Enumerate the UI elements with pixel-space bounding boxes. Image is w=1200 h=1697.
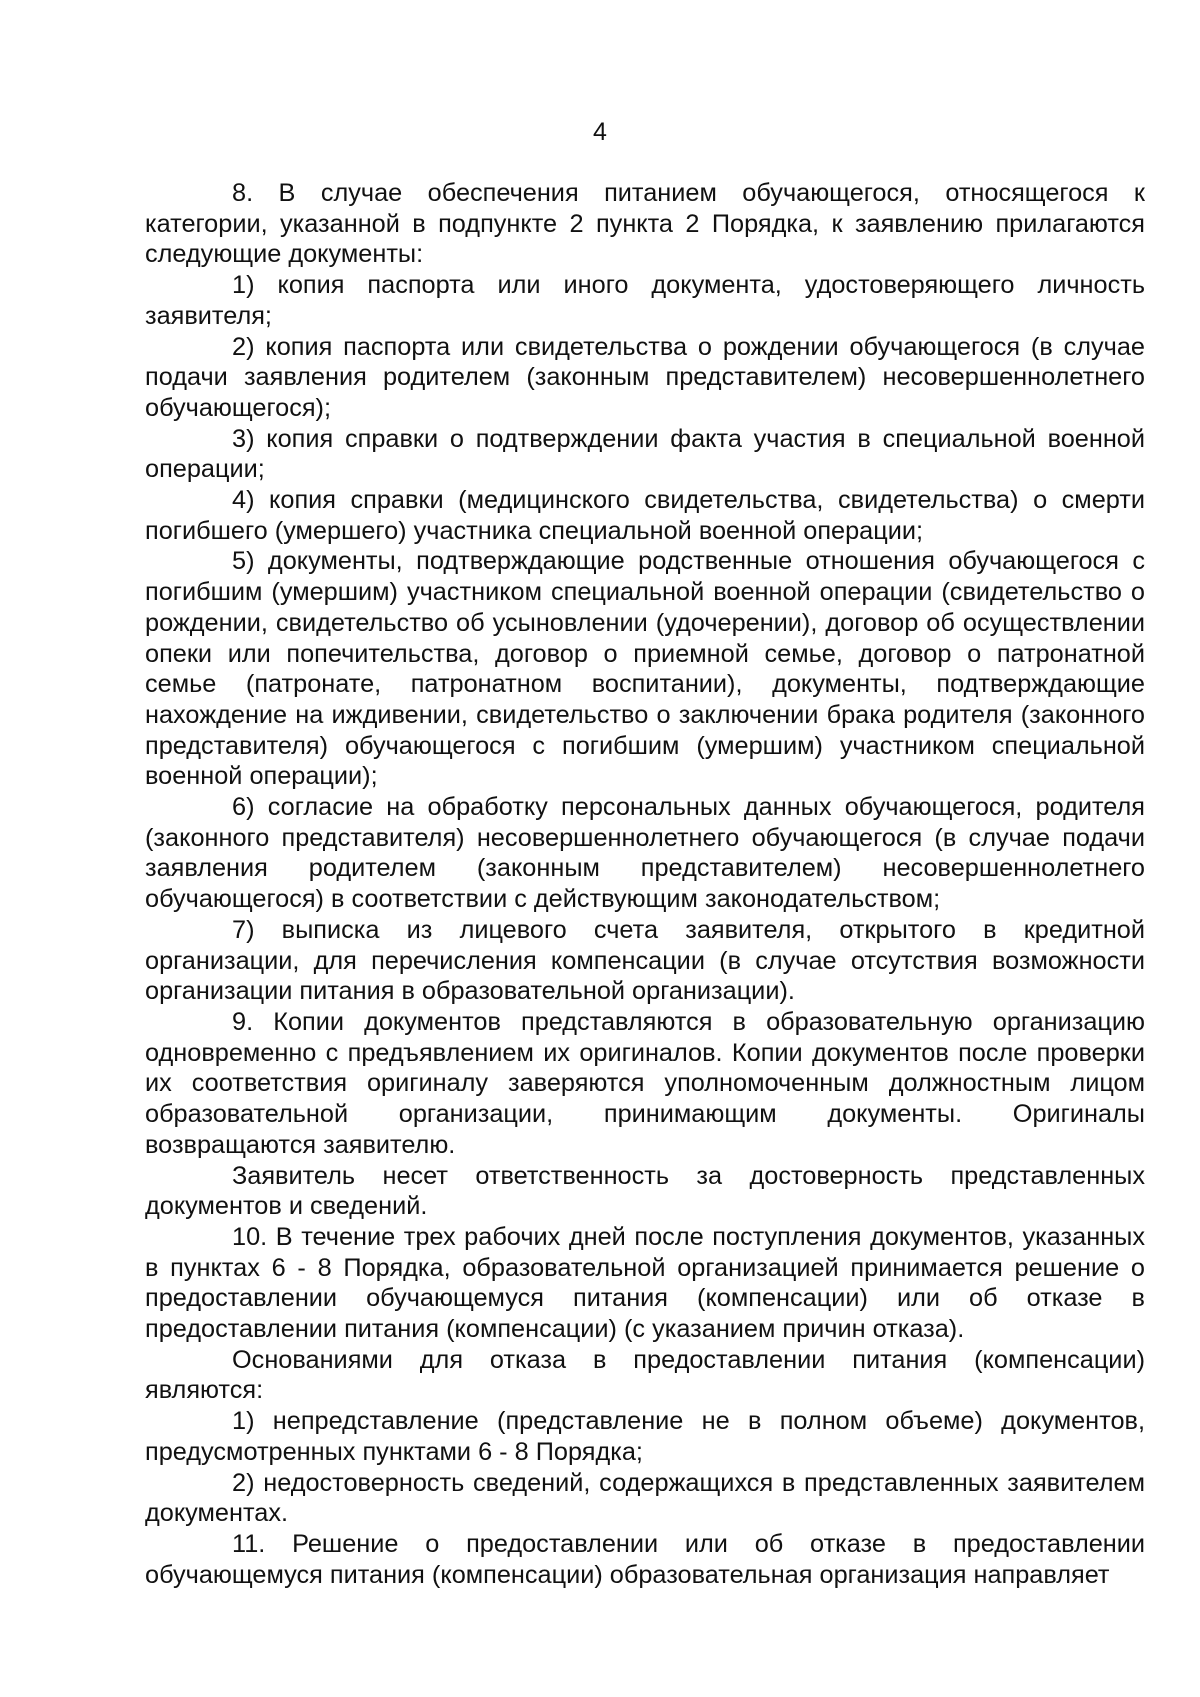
paragraph-subitem-1: 1) копия паспорта или иного документа, удостоверяющего личность заявителя; (145, 271, 1145, 330)
paragraph-item-11: 11. Решение о предоставлении или об отказе в предоставлении обучающемуся питания (компенсации) образовательная организация направляет (145, 1529, 1145, 1589)
paragraph-subitem-2: 2) копия паспорта или свидетельства о рождении обучающегося (в случае подачи заявления родителем (законным представителем) несовершеннолетнего обучающегося); (145, 332, 1145, 422)
paragraph-item-8: 8. В случае обеспечения питанием обучающегося, относящегося к категории, указанной в подпункте 2 пункта 2 Порядка, к заявлению прилагаются следующие документы: (145, 179, 1145, 269)
paragraph-item-9: 9. Копии документов представляются в образовательную организацию одновременно с предъявлением их оригиналов. Копии документов после проверки их соответствия оригиналу заверяются уполномоченным должностным лицом образовательной организации, принимающим документы. Оригиналы возвращаются заявителю. (145, 1007, 1145, 1159)
paragraph-refusal-ground-1: 1) непредставление (представление не в полном объеме) документов, предусмотренных пунктами 6 - 8 Порядка; (145, 1407, 1145, 1466)
paragraph-refusal-grounds: Основаниями для отказа в предоставлении питания (компенсации) являются: (145, 1345, 1145, 1405)
page-number: 4 (593, 118, 607, 146)
paragraph-subitem-5: 5) документы, подтверждающие родственные отношения обучающегося с погибшим (умершим) участником специальной военной операции (свидетельство о рождении, свидетельство об усыновлении (удочерении), договор об осуществлении опеки или попечительства, договор о приемной семье, договор о патронатной семье (патронате, патронатном воспитании), документы, подтверждающие нахождение на иждивении, свидетельство о заключении брака родителя (законного представителя) обучающегося с погибшим (умершим) участником специальной военной операции); (145, 547, 1145, 791)
paragraph-subitem-6: 6) согласие на обработку персональных данных обучающегося, родителя (законного представителя) несовершеннолетнего обучающегося (в случае подачи заявления родителем (законным представителем) несовершеннолетнего обучающегося) в соответствии с действующим законодательством; (145, 793, 1145, 914)
paragraph-applicant-responsibility: Заявитель несет ответственность за достоверность представленных документов и сведений. (145, 1161, 1145, 1221)
paragraph-subitem-7: 7) выписка из лицевого счета заявителя, открытого в кредитной организации, для перечисления компенсации (в случае отсутствия возможности организации питания в образовательной организации). (145, 915, 1145, 1006)
document-body (145, 178, 1145, 1590)
paragraph-subitem-4: 4) копия справки (медицинского свидетельства, свидетельства) о смерти погибшего (умершего) участника специальной военной операции; (145, 486, 1145, 545)
paragraph-item-10: 10. В течение трех рабочих дней после поступления документов, указанных в пунктах 6 - 8 Порядка, образовательной организацией принимается решение о предоставлении обучающемуся питания (компенсации) или об отказе в предоставлении питания (компенсации) (с указанием причин отказа). (145, 1222, 1145, 1344)
paragraph-refusal-ground-2: 2) недостоверность сведений, содержащихся в представленных заявителем документах. (145, 1468, 1145, 1528)
paragraph-subitem-3: 3) копия справки о подтверждении факта участия в специальной военной операции; (145, 424, 1145, 484)
